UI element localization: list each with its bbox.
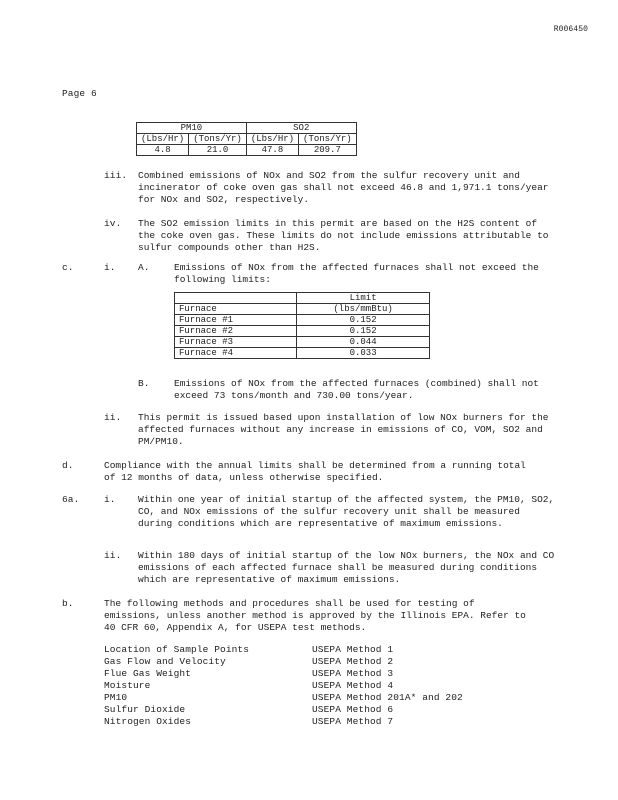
empty-cell <box>175 293 297 304</box>
furnace-header: Furnace <box>175 304 297 315</box>
method-name: USEPA Method 3 <box>312 668 394 679</box>
column-header: (Lbs/Hr) <box>246 134 298 145</box>
method-item: Sulfur Dioxide <box>104 704 186 715</box>
method-item: Nitrogen Oxides <box>104 716 192 727</box>
table-cell: 4.8 <box>137 145 189 156</box>
method-name: USEPA Method 1 <box>312 644 394 655</box>
table-cell: 21.0 <box>189 145 247 156</box>
para-c-label: c. <box>62 262 74 273</box>
para-6a-label: 6a. <box>62 494 80 505</box>
so2-group-header: SO2 <box>246 123 356 134</box>
table-cell: 209.7 <box>299 145 357 156</box>
para-6a-ii-text: Within 180 days of initial startup of the low NOx burners, the NOx and CO emissions of each affected furnace shall be measured during conditions which are representative of maximum emissions. <box>138 550 555 585</box>
para-iii-label: iii. <box>104 170 128 181</box>
furnace-name: Furnace #4 <box>175 348 297 359</box>
para-iv-label: iv. <box>104 218 122 229</box>
nox-limit-table <box>174 292 430 359</box>
column-header: (Tons/Yr) <box>189 134 247 145</box>
para-ii-text: This permit is issued based upon installation of low NOx burners for the affected furnaces without any increase in emissions of CO, VOM, SO2 and PM/PM10. <box>138 412 549 447</box>
page-number: Page 6 <box>62 88 97 99</box>
para-d-text: Compliance with the annual limits shall be determined from a running total of 12 months of data, unless otherwise specified. <box>104 460 526 483</box>
pm10-group-header: PM10 <box>137 123 247 134</box>
para-6a-ii-label: ii. <box>104 550 122 561</box>
method-item: Gas Flow and Velocity <box>104 656 226 667</box>
method-name: USEPA Method 4 <box>312 680 394 691</box>
para-c-subsub-label: A. <box>138 262 150 273</box>
para-c-text: Emissions of NOx from the affected furnaces shall not exceed the following limits: <box>174 262 539 285</box>
method-name: USEPA Method 7 <box>312 716 394 727</box>
method-name: USEPA Method 2 <box>312 656 394 667</box>
limit-header: Limit <box>297 293 430 304</box>
furnace-limit: 0.152 <box>297 326 430 337</box>
para-B-text: Emissions of NOx from the affected furnaces (combined) shall not exceed 73 tons/month and 730.00 tons/year. <box>174 378 539 401</box>
column-header: (Tons/Yr) <box>299 134 357 145</box>
method-item: PM10 <box>104 692 128 703</box>
method-item: Flue Gas Weight <box>104 668 192 679</box>
method-item: Moisture <box>104 680 151 691</box>
para-iv-text: The SO2 emission limits in this permit are based on the H2S content of the coke oven gas. These limits do not include emissions attributable to sulfur compounds other than H2S. <box>138 218 549 253</box>
para-6a-text: Within one year of initial startup of the affected system, the PM10, SO2, CO, and NOx emissions of the sulfur recovery unit shall be measured during conditions which are representative of maximum emissions. <box>138 494 555 529</box>
para-ii-label: ii. <box>104 412 122 423</box>
table-row <box>175 348 430 359</box>
para-B-label: B. <box>138 378 150 389</box>
column-header: (Lbs/Hr) <box>137 134 189 145</box>
table-row <box>175 315 430 326</box>
furnace-limit: 0.033 <box>297 348 430 359</box>
para-iii-text: Combined emissions of NOx and SO2 from the sulfur recovery unit and incinerator of coke oven gas shall not exceed 46.8 and 1,971.1 tons/year for NOx and SO2, respectively. <box>138 170 549 205</box>
furnace-name: Furnace #1 <box>175 315 297 326</box>
furnace-name: Furnace #3 <box>175 337 297 348</box>
document-id: R006450 <box>553 25 588 34</box>
method-name: USEPA Method 201A* and 202 <box>312 692 463 703</box>
method-name: USEPA Method 6 <box>312 704 394 715</box>
method-item: Location of Sample Points <box>104 644 250 655</box>
para-6a-sub-label: i. <box>104 494 116 505</box>
table-row <box>175 337 430 348</box>
emissions-table <box>136 122 357 156</box>
para-b-text: The following methods and procedures shall be used for testing of emissions, unless another method is approved by the Illinois EPA. Refer to 40 CFR 60, Appendix A, for USEPA test methods. <box>104 598 526 633</box>
furnace-limit: 0.044 <box>297 337 430 348</box>
table-cell: 47.8 <box>246 145 298 156</box>
limit-units-header: (lbs/mmBtu) <box>297 304 430 315</box>
furnace-name: Furnace #2 <box>175 326 297 337</box>
para-c-sub-label: i. <box>104 262 116 273</box>
table-row <box>175 326 430 337</box>
para-b-label: b. <box>62 598 74 609</box>
furnace-limit: 0.152 <box>297 315 430 326</box>
para-d-label: d. <box>62 460 74 471</box>
